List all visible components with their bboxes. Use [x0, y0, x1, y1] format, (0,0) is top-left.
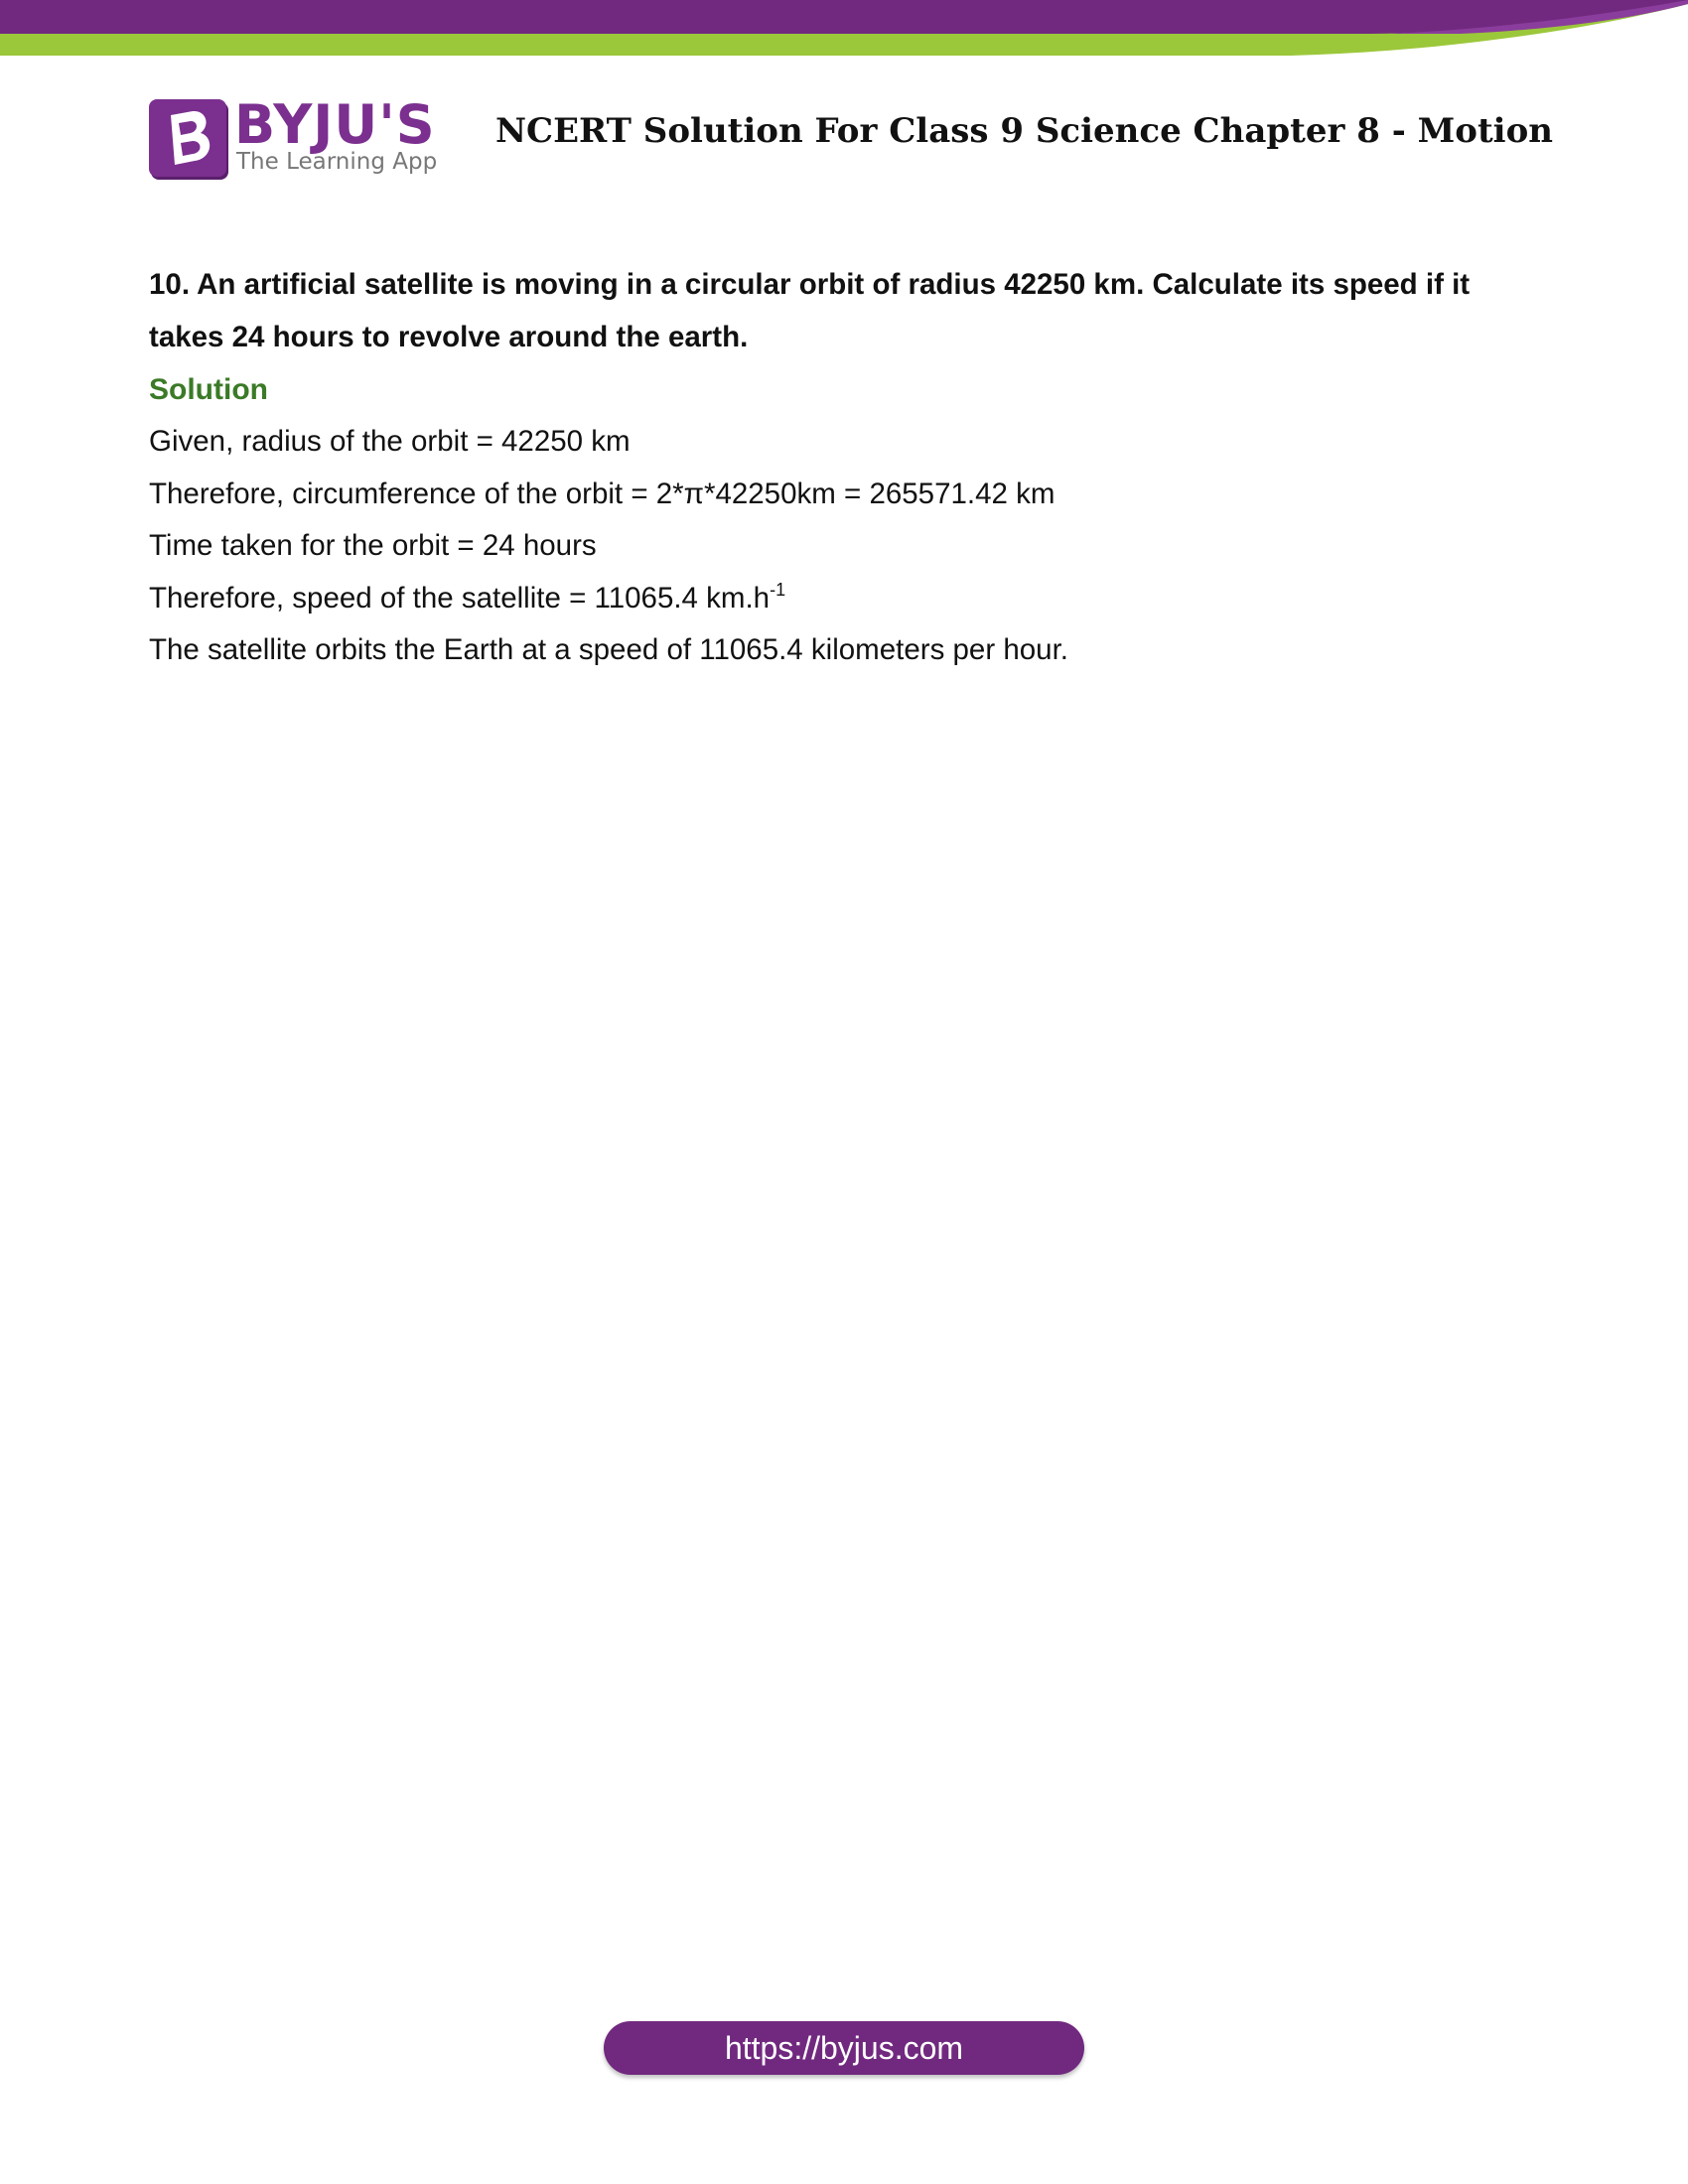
logo-tagline: The Learning App: [236, 149, 438, 175]
footer-url-link[interactable]: https://byjus.com: [724, 2029, 964, 2066]
solution-line-circumference: Therefore, circumference of the orbit = 2*π*42250km = 265571.42 km: [149, 477, 1055, 510]
main-content: [149, 258, 1539, 677]
byjus-logo: [149, 93, 438, 181]
speed-line-text: Therefore, speed of the satellite = 11065.4 km.h: [149, 581, 771, 614]
footer-url-badge: [604, 2021, 1084, 2075]
solution-line-speed: [149, 573, 1539, 625]
top-banner: [0, 0, 1688, 69]
byjus-b-logo-icon: [149, 99, 226, 177]
document-title: NCERT Solution For Class 9 Science Chapter 8 - Motion: [494, 111, 1553, 151]
solution-line-given: Given, radius of the orbit = 42250 km: [149, 425, 631, 458]
solution-line-time: Time taken for the orbit = 24 hours: [149, 529, 597, 562]
logo-name: BYJU'S: [234, 93, 436, 156]
question-text: 10. An artificial satellite is moving in a circular orbit of radius 42250 km. Calculate its speed if it takes 24 hours to revolve around the earth.: [149, 268, 1471, 353]
solution-heading: Solution: [149, 373, 268, 406]
solution-conclusion: The satellite orbits the Earth at a speed of 11065.4 kilometers per hour.: [149, 633, 1068, 666]
speed-unit-superscript: -1: [770, 579, 786, 600]
